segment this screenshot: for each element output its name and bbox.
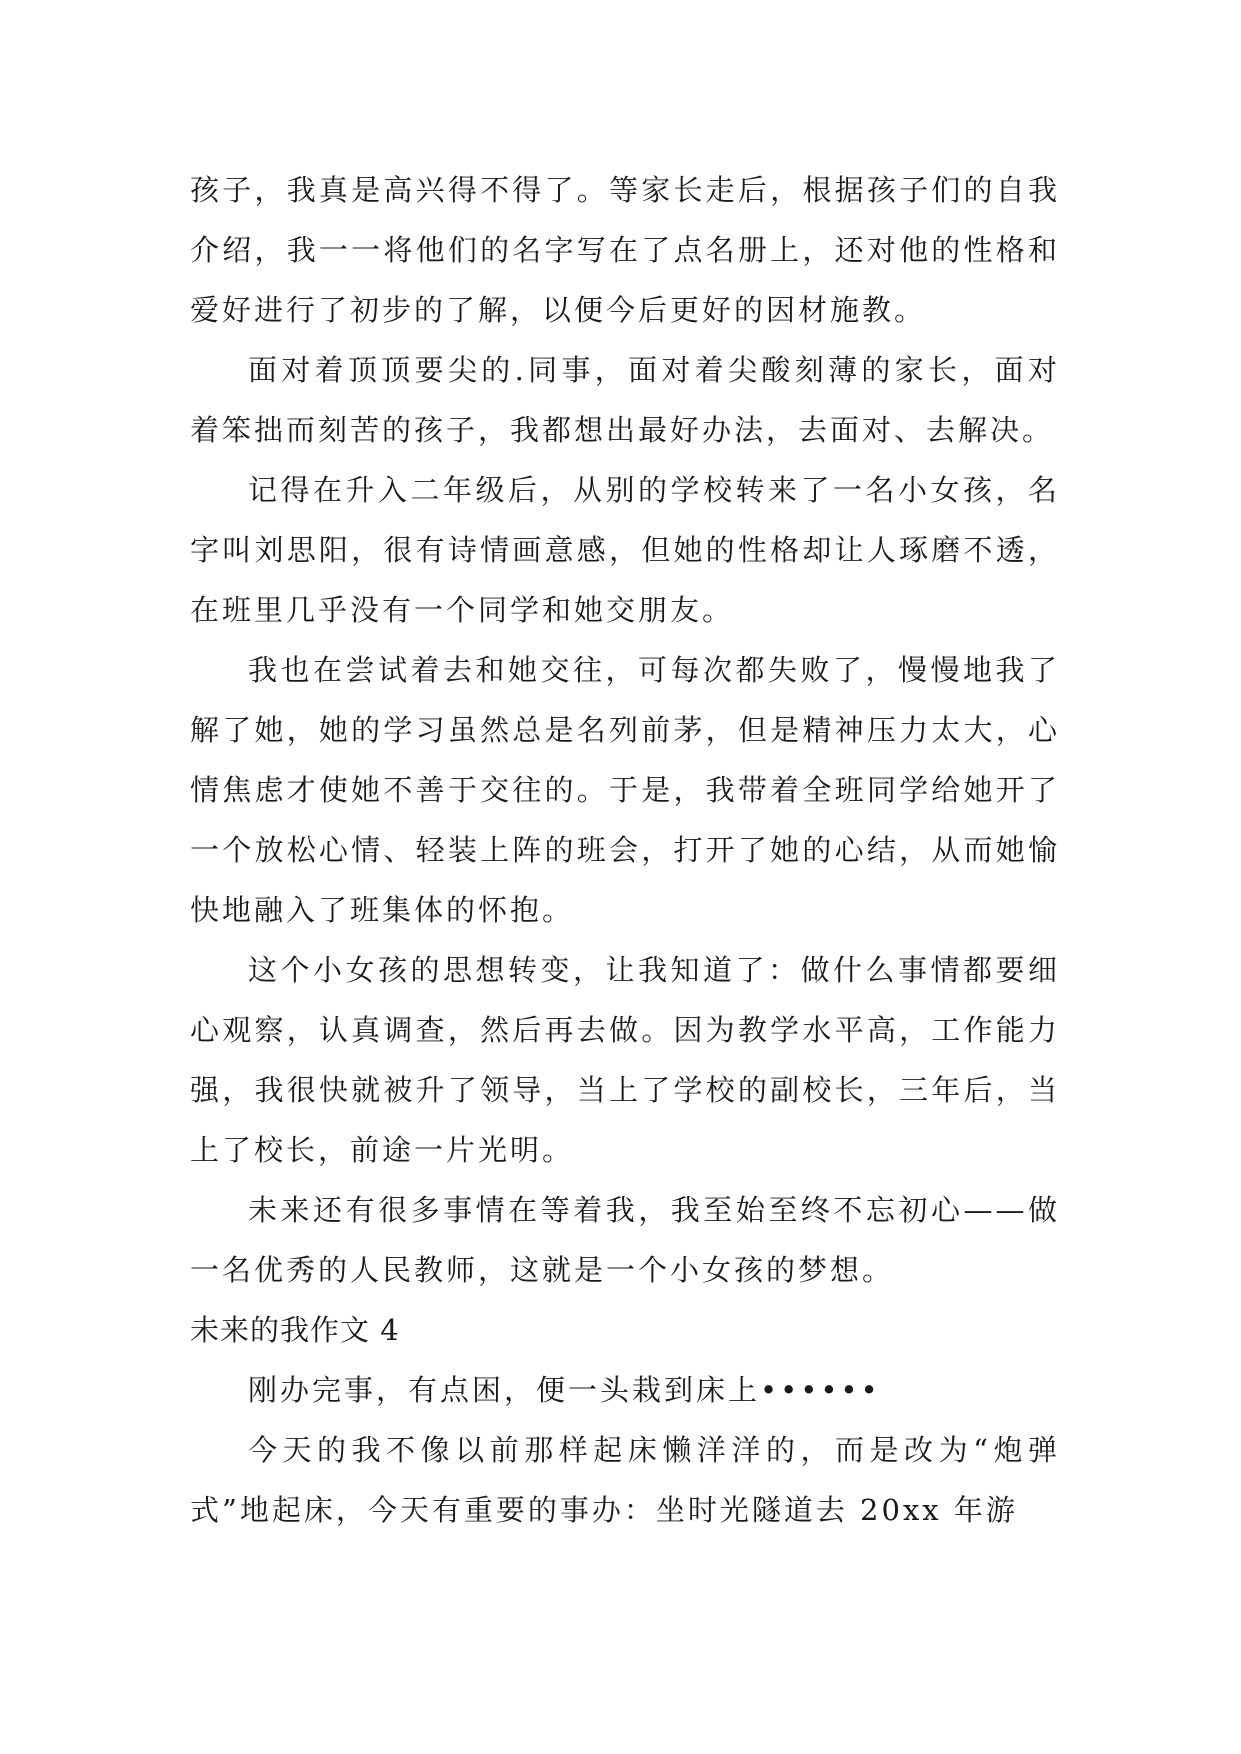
paragraph-1: 孩子，我真是高兴得不得了。等家长走后，根据孩子们的自我介绍，我一一将他们的名字写在了点名册上，还对他的性格和爱好进行了初步的了解，以便今后更好的因材施教。 <box>190 173 1060 327</box>
paragraph-7: 刚办完事，有点困，便一头栽到床上•••••• <box>248 1373 881 1407</box>
paragraph-3: 记得在升入二年级后，从别的学校转来了一名小女孩，名字叫刘思阳，很有诗情画意感，但她的性格却让人琢磨不透，在班里几乎没有一个同学和她交朋友。 <box>190 473 1060 627</box>
paragraph-2: 面对着顶顶要尖的.同事，面对着尖酸刻薄的家长，面对着笨拙而刻苦的孩子，我都想出最好办法，去面对、去解决。 <box>190 353 1060 447</box>
paragraph-6: 未来还有很多事情在等着我，我至始至终不忘初心——做一名优秀的人民教师，这就是一个小女孩的梦想。 <box>190 1193 1060 1287</box>
paragraph-8: 今天的我不像以前那样起床懒洋洋的，而是改为“炮弹式”地起床，今天有重要的事办：坐时光隧道去 20xx 年游 <box>190 1433 1060 1527</box>
section-heading: 未来的我作文 4 <box>190 1313 400 1347</box>
paragraph-5: 这个小女孩的思想转变，让我知道了：做什么事情都要细心观察，认真调查，然后再去做。因为教学水平高，工作能力强，我很快就被升了领导，当上了学校的副校长，三年后，当上了校长，前途一片光明。 <box>190 953 1060 1167</box>
paragraph-4: 我也在尝试着去和她交往，可每次都失败了，慢慢地我了解了她，她的学习虽然总是名列前茅，但是精神压力太大，心情焦虑才使她不善于交往的。于是，我带着全班同学给她开了一个放松心情、轻装上阵的班会，打开了她的心结，从而她愉快地融入了班集体的怀抱。 <box>190 653 1060 927</box>
document-body <box>190 160 1060 1540</box>
